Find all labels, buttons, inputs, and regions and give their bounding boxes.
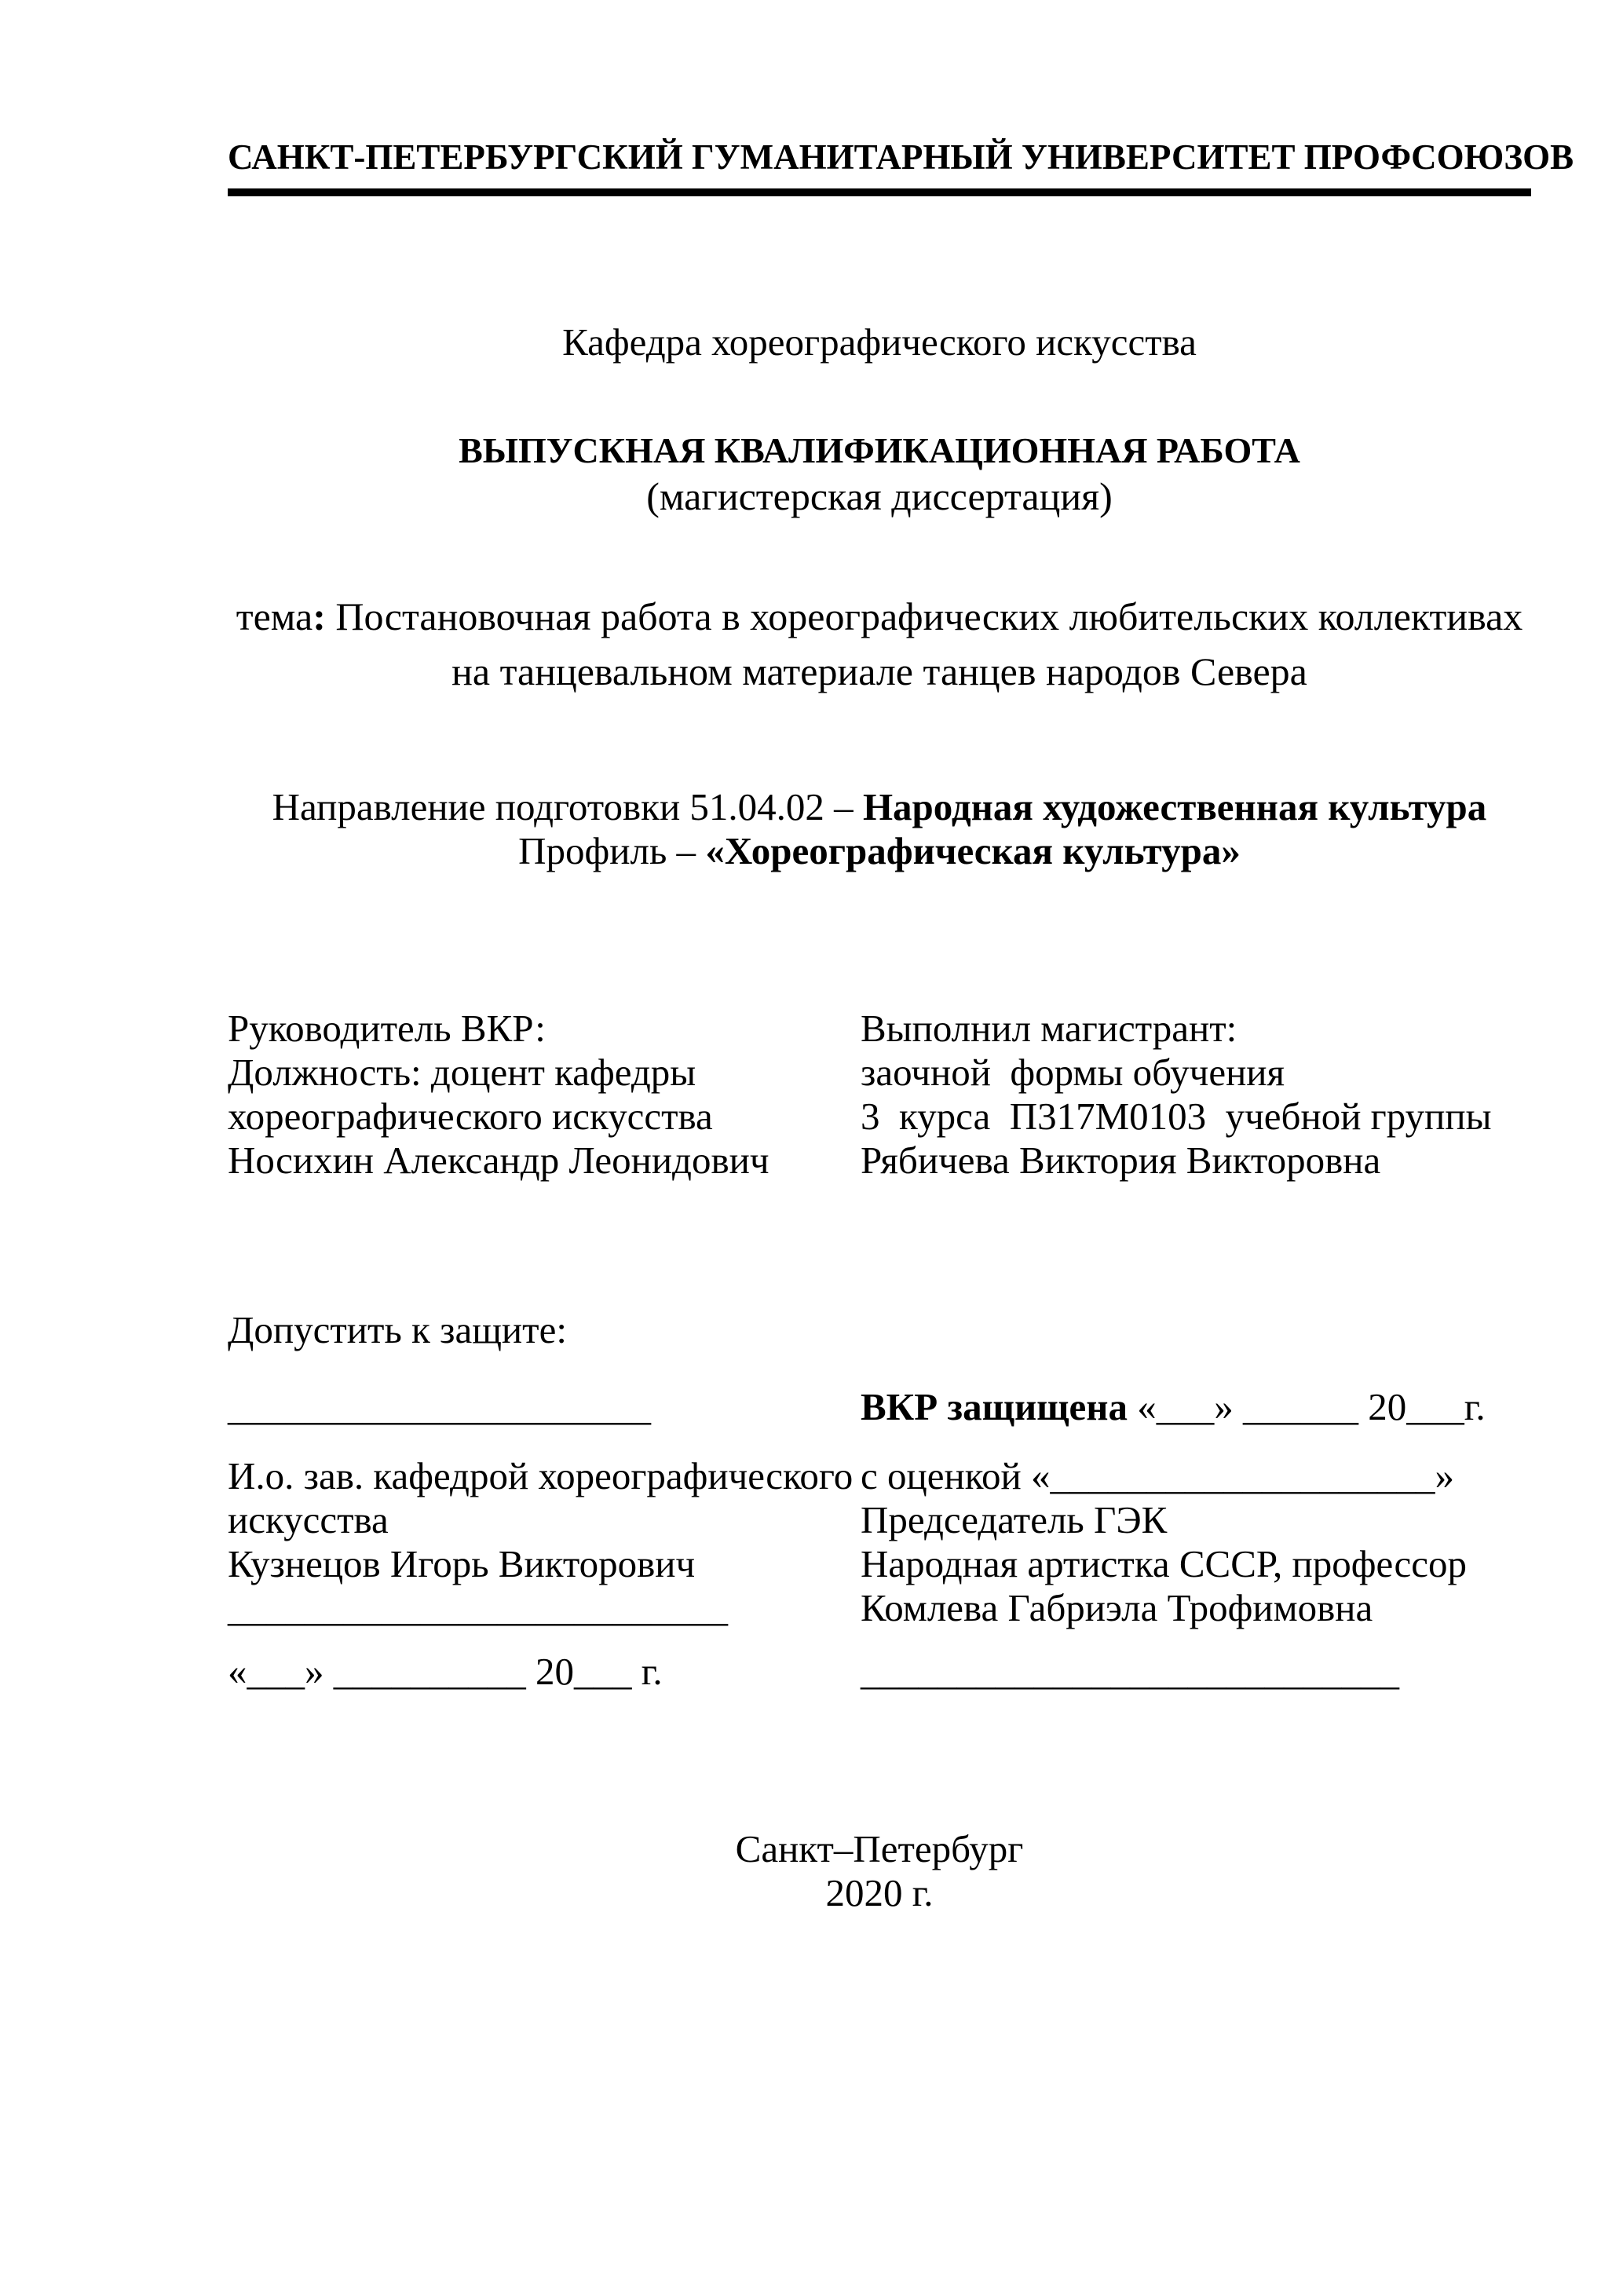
- chairman-rank: Народная артистка СССР, профессор: [861, 1542, 1467, 1585]
- theme-block: [228, 589, 1531, 699]
- committee-block: [861, 1454, 1531, 1630]
- admission-date-line: «___» __________ 20___ г.: [228, 1650, 663, 1693]
- admission-signature-line: ______________________: [228, 1385, 651, 1428]
- supervisor-name: Носихин Александр Леонидович: [228, 1139, 769, 1182]
- defended-blanks: «___» ______ 20___г.: [1128, 1385, 1486, 1428]
- direction-line: [228, 785, 1531, 829]
- supervisor-position-1: Должность: доцент кафедры: [228, 1051, 696, 1094]
- direction-prefix: Направление подготовки 51.04.02 –: [272, 785, 863, 828]
- profile-field: «Хореографическая культура»: [705, 829, 1241, 872]
- theme-line-1: [228, 589, 1531, 644]
- footer-block: [228, 1827, 1531, 1915]
- theme-label: тема: [236, 594, 313, 638]
- department-name: Кафедра хореографического искусства: [562, 320, 1197, 364]
- approver-line-2: искусства: [228, 1498, 389, 1541]
- defense-date-line: [861, 1385, 1531, 1429]
- direction-block: [228, 785, 1531, 873]
- theme-line-2: на танцевальном материале танцев народов Севера: [451, 649, 1307, 693]
- approver-signature-line: __________________________: [228, 1586, 728, 1629]
- approver-name: Кузнецов Игорь Викторович: [228, 1542, 696, 1585]
- chairman-title: Председатель ГЭК: [861, 1498, 1168, 1541]
- supervisor-block: [228, 1007, 861, 1183]
- signature-row: [228, 1385, 1531, 1429]
- footer-city: Санкт–Петербург: [735, 1827, 1024, 1870]
- supervisor-position-2: хореографического искусства: [228, 1095, 713, 1138]
- theme-text-1: Постановочная работа в хореографических любительских коллективах: [325, 594, 1523, 638]
- defended-label: ВКР защищена: [861, 1385, 1128, 1428]
- profile-line: [228, 829, 1531, 873]
- chairman-name: Комлева Габриэла Трофимовна: [861, 1586, 1373, 1629]
- approver-block: [228, 1454, 861, 1630]
- header-divider: [228, 188, 1531, 196]
- university-name: САНКТ-ПЕТЕРБУРГСКИЙ ГУМАНИТАРНЫЙ УНИВЕРСИТЕТ ПРОФСОЮЗОВ: [228, 137, 1574, 177]
- grade-line: с оценкой «____________________»: [861, 1454, 1454, 1497]
- student-block: [861, 1007, 1531, 1183]
- supervisor-title: Руководитель ВКР:: [228, 1007, 546, 1050]
- people-columns: [228, 1007, 1531, 1183]
- student-group: 3 курса П317М0103 учебной группы: [861, 1095, 1492, 1138]
- page-content: [0, 135, 1623, 1915]
- approver-line-1: И.о. зав. кафедрой хореографического: [228, 1454, 854, 1497]
- profile-prefix: Профиль –: [518, 829, 706, 872]
- student-title: Выполнил магистрант:: [861, 1007, 1237, 1050]
- student-name: Рябичева Виктория Викторовна: [861, 1139, 1381, 1182]
- footer-year: 2020 г.: [825, 1871, 934, 1914]
- work-type-title: ВЫПУСКНАЯ КВАЛИФИКАЦИОННАЯ РАБОТА: [459, 430, 1300, 470]
- theme-colon: :: [313, 594, 326, 638]
- admission-label: Допустить к защите:: [228, 1308, 567, 1351]
- approval-columns: [228, 1454, 1531, 1630]
- work-subtype: (магистерская диссертация): [646, 474, 1113, 518]
- student-study-form: заочной формы обучения: [861, 1051, 1285, 1094]
- date-row: [228, 1650, 1531, 1694]
- defense-signature-line: ____________________________: [861, 1650, 1399, 1693]
- direction-field: Народная художественная культура: [862, 785, 1487, 828]
